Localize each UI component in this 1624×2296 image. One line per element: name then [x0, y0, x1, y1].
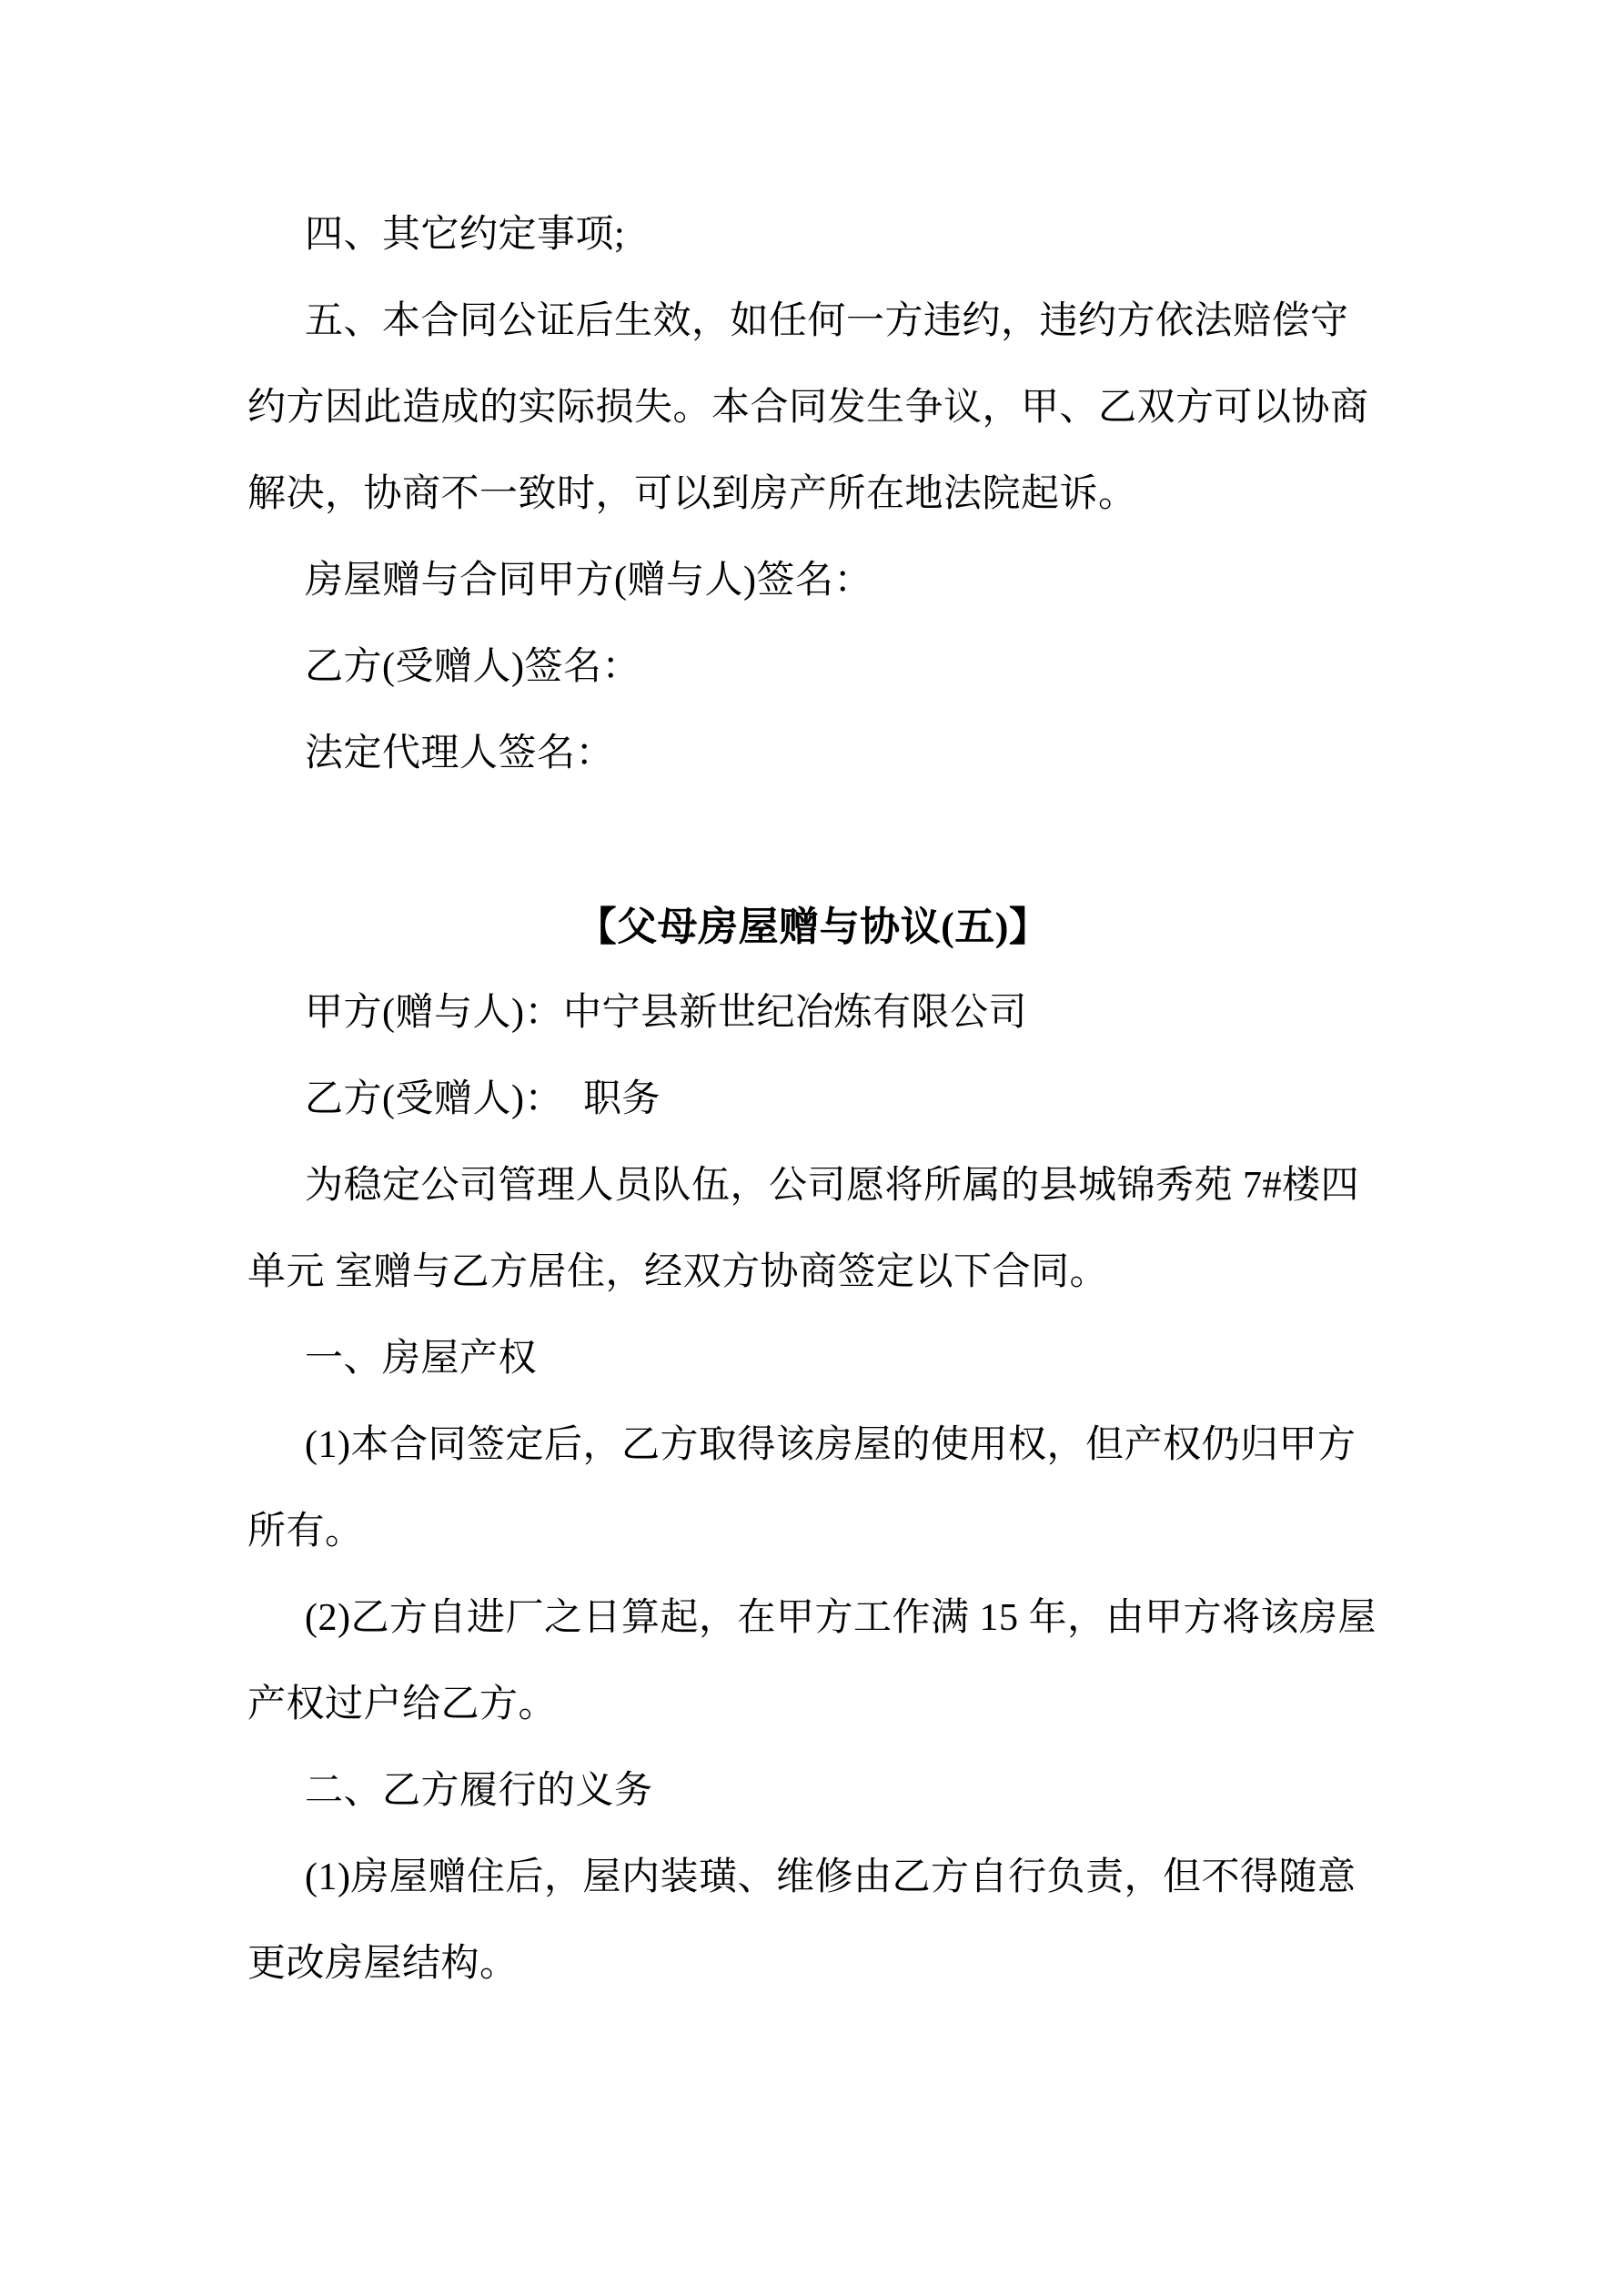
doc-line-signature-donor: 房屋赠与合同甲方(赠与人)签名： — [305, 560, 873, 602]
doc-line: 为稳定公司管理人员队伍，公司愿将所属的县城锦秀苑 7#楼四 — [305, 1165, 1360, 1207]
doc-line: (1)房屋赠住后，屋内装璜、维修由乙方自行负责，但不得随意 — [305, 1856, 1357, 1898]
doc-line: 五、本合同公证后生效，如任何一方违约，违约方依法赔偿守 — [305, 300, 1349, 342]
doc-line: 约方因此造成的实际损失。本合同发生争议，甲、乙双方可以协商 — [247, 387, 1369, 429]
doc-line-signature-agent: 法定代理人签名： — [305, 733, 615, 774]
blank-line — [247, 797, 1378, 884]
section-heading: 【父母房屋赠与协议(五)】 — [576, 905, 1050, 949]
doc-line: 产权过户给乙方。 — [247, 1684, 558, 1725]
doc-line: 四、其它约定事项; — [305, 214, 626, 256]
doc-line-party-a: 甲方(赠与人)：中宁县新世纪冶炼有限公司 — [305, 992, 1027, 1034]
doc-line-clause-2-title: 二、乙方履行的义务 — [305, 1770, 653, 1812]
doc-line: 单元 室赠与乙方居住，经双方协商签定以下合同。 — [247, 1251, 1109, 1293]
doc-line: 解决，协商不一致时，可以到房产所在地法院起诉。 — [247, 473, 1137, 515]
document-body — [247, 192, 1378, 2008]
doc-line: 更改房屋结构。 — [247, 1943, 519, 1985]
doc-line: (2)乙方自进厂之日算起，在甲方工作满 15 年，由甲方将该房屋 — [305, 1597, 1377, 1639]
doc-line: (1)本合同签定后，乙方取得该房屋的使用权，但产权仍归甲方 — [305, 1424, 1357, 1466]
doc-line-signature-donee: 乙方(受赠人)签名： — [305, 646, 641, 688]
doc-line: 所有。 — [247, 1511, 364, 1553]
doc-line-clause-1-title: 一、房屋产权 — [305, 1338, 538, 1380]
doc-line-party-b: 乙方(受赠人)： 职务 — [305, 1078, 661, 1120]
